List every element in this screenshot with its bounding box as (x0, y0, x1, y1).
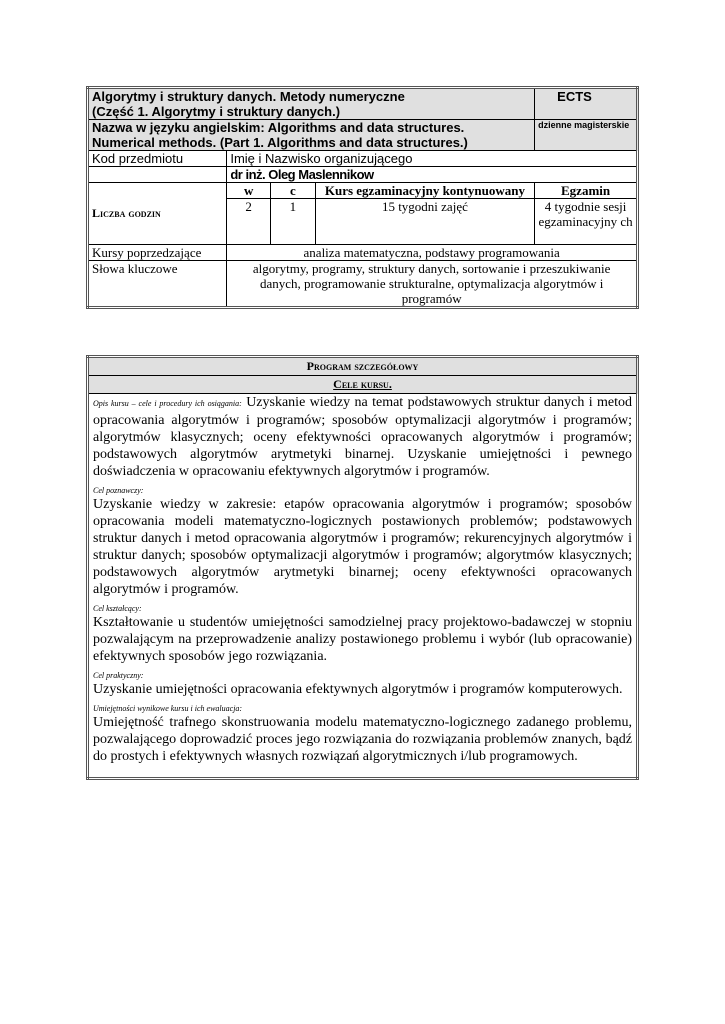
prereq-value: analiza matematyczna, podstawy programowania (303, 245, 560, 260)
study-mode-cell (535, 120, 638, 151)
description-section (93, 394, 632, 480)
description-label: Opis kursu – cele i procedury ich osiągania: (93, 399, 242, 408)
prereq-label: Kursy poprzedzające (92, 245, 202, 260)
prereq-value-cell (227, 245, 638, 261)
description-text: Uzyskanie wiedzy na temat podstawowych struktur danych i metod opracowania algorytmów i programów; sposobów optymalizacji algorytmów i programów; algorytmów klasycznych; oceny efektywności opracowanych algorytmów i programów; podstawowych algorytmów arytmetyki binarnej. Uzyskanie umiejętności i pewnego doświadczenia w opracowaniu efektywnych algorytmów i programów. (93, 395, 632, 479)
study-mode: dzienne magisterskie (538, 120, 630, 130)
cognitive-text: Uzyskanie wiedzy w zakresie: etapów opracowania algorytmów i programów; sposobów opracowania modeli matematyczno-logicznych postawionych problemów; podstawowych struktur danych i metod opracowania algorytmów i programów; rekurencyjnych algorytmów i struktur danych; sposobów optymalizacji algorytmów i programów; algorytmów klasycznych; podstawowych algorytmów arytmetyki binarnej; oceny efektywności opracowanych algorytmów i programów. (93, 497, 632, 597)
program-heading-cell (88, 357, 638, 376)
keywords-label: Słowa kluczowe (92, 261, 178, 276)
hours-value-c: 1 (271, 199, 316, 245)
course-subtitle: (Część 1. Algorytmy i struktury danych.) (92, 104, 341, 119)
hours-label: Liczba godzin (92, 206, 161, 220)
program-body-cell (88, 394, 638, 779)
english-name-cell (88, 120, 535, 151)
cognitive-label: Cel poznawczy: (93, 486, 144, 495)
english-name-line1: Nazwa w języku angielskim: Algorithms and data structures. (92, 120, 465, 135)
ects-cell (535, 88, 638, 120)
practical-label: Cel praktyczny: (93, 671, 144, 680)
program-table (86, 355, 639, 780)
organizer-label: Imię i Nazwisko organizującego (230, 151, 413, 166)
outcomes-text: Umiejętność trafnego skonstruowania modelu matematyczno-logicznego zadanego problemu, pozwalającego doprowadzić proces jego rozwiązania do rozwiązania problemów znanych, bądź do prostych i efektywnych własnych rozwiązań algorytmicznych i/lub programowych. (93, 715, 632, 764)
keywords-value-cell (227, 261, 638, 308)
hours-header-w: w (227, 183, 271, 199)
course-title-cell (88, 88, 535, 120)
keywords-value: algorytmy, programy, struktury danych, sortowanie i przeszukiwanie danych, programowanie strukturalne, optymalizacja algorytmów i programów (252, 261, 611, 306)
educational-text: Kształtowanie u studentów umiejętności samodzielnej pracy projektowo-badawczej w stopniu pozwalającym na przeprowadzenie analizy postawionego problemu i wybór (lub opracowanie) efektywnych sposobów jego rozwiązania. (93, 615, 632, 664)
course-info-table (86, 86, 639, 309)
program-heading: Program szczegółowy (306, 359, 419, 373)
hours-label-cell (88, 183, 227, 245)
hours-value-exam: 4 tygodnie sesji egzaminacyjny ch (535, 199, 638, 245)
goals-heading: Cele kursu. (333, 377, 392, 391)
hours-header-exam: Egzamin (535, 183, 638, 199)
code-label-cell (88, 151, 227, 167)
hours-header-c: c (271, 183, 316, 199)
hours-header-course: Kurs egzaminacyjny kontynuowany (315, 183, 535, 199)
organizer-name-cell (227, 167, 638, 183)
english-name-line2: Numerical methods. (Part 1. Algorithms and data structures.) (92, 135, 468, 150)
ects-label: ECTS (557, 89, 592, 104)
hours-value-w: 2 (227, 199, 271, 245)
practical-text: Uzyskanie umiejętności opracowania efektywnych algorytmów i programów komputerowych. (93, 682, 623, 697)
keywords-label-cell (88, 261, 227, 308)
educational-label: Cel kształcący: (93, 604, 142, 613)
goals-heading-cell (88, 376, 638, 394)
code-value-cell (88, 167, 227, 183)
organizer-label-cell (227, 151, 638, 167)
outcomes-label: Umiejętności wynikowe kursu i ich ewaluacja: (93, 704, 243, 713)
prereq-label-cell (88, 245, 227, 261)
course-title: Algorytmy i struktury danych. Metody numeryczne (92, 89, 405, 104)
hours-value-course: 15 tygodni zajęć (315, 199, 535, 245)
code-label: Kod przedmiotu (92, 151, 184, 166)
organizer-name: dr inż. Oleg Maslennikow (230, 167, 374, 182)
